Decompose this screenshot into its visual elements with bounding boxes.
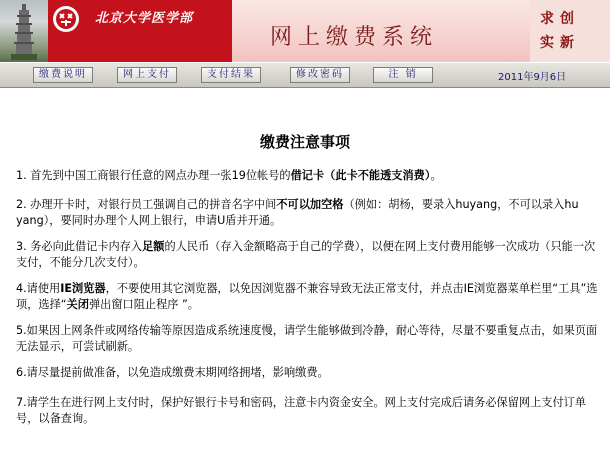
- notice-text: 。: [430, 169, 442, 182]
- notice-emphasis: 足额: [142, 240, 165, 253]
- notice-emphasis: 借记卡（此卡不能透支消费）: [290, 169, 431, 182]
- main-content: [0, 87, 610, 452]
- notice-emphasis: 不可以加空格: [276, 198, 344, 211]
- nav-payment-instructions[interactable]: 缴费说明: [33, 67, 93, 83]
- nav-online-payment[interactable]: 网上支付: [117, 67, 177, 83]
- notice-item-6: 6.请尽量提前做准备，以免造成缴费末期网络拥堵，影响缴费。: [16, 366, 329, 379]
- notice-item-2: [16, 197, 598, 229]
- current-date: 2011年9月6日: [498, 72, 567, 83]
- notice-text: 4.请使用: [16, 282, 61, 295]
- school-name: 北京大学医学部: [95, 11, 194, 26]
- notice-text: 1. 首先到中国工商银行任意的网点办理一张19位帐号的: [16, 169, 291, 182]
- notice-item-1: [16, 168, 598, 184]
- pagoda-icon: [9, 2, 39, 60]
- notice-emphasis: IE浏览器: [60, 282, 106, 295]
- motto-line-2: 实新: [540, 35, 580, 51]
- notice-item-4: [16, 281, 598, 313]
- nav-change-password[interactable]: 修改密码: [290, 67, 350, 83]
- university-logo-icon: [52, 5, 80, 33]
- nav-payment-result[interactable]: 支付结果: [201, 67, 261, 83]
- notice-text: 2. 办理开卡时，对银行员工强调自己的拼音名字中间: [16, 198, 277, 211]
- notice-item-7: 7.请学生在进行网上支付时，保护好银行卡号和密码，注意卡内资金安全。网上支付完成后请务必保留网上支付订单号，以备查询。: [16, 396, 587, 425]
- page-title: 缴费注意事项: [259, 133, 350, 151]
- notice-text: 弹出窗口阻止程序 ”。: [88, 298, 199, 311]
- header-banner: [0, 0, 610, 62]
- notice-text: ，不要使用其它浏览器，以免因浏览器不兼容导致无法正常支付，并点击IE浏览器菜单栏里“工具”选项，选择“: [16, 282, 598, 311]
- notice-text: （例如：胡杨，要录入huyang，不可以录入hu yang），要同时办理个人网上银行，申请U盾并开通。: [16, 198, 579, 227]
- notice-item-5: 5.如果因上网条件或网络传输等原因造成系统速度慢，请学生能够做到冷静，耐心等待，尽量不要重复点击，如果页面无法显示，可尝试刷新。: [16, 324, 598, 353]
- notice-text: 3. 务必向此借记卡内存入: [16, 240, 143, 253]
- notice-item-3: [16, 239, 598, 271]
- nav-logout[interactable]: 注 销: [373, 67, 433, 83]
- notice-text: 的人民币（存入金额略高于自己的学费），以便在网上支付费用能够一次成功（只能一次支付，不能分几次支付）。: [16, 240, 596, 269]
- motto-line-1: 求创: [540, 11, 580, 27]
- campus-tower-photo: [0, 0, 48, 62]
- notice-emphasis: 关闭: [66, 298, 89, 311]
- system-title: 网上缴费系统: [270, 25, 439, 50]
